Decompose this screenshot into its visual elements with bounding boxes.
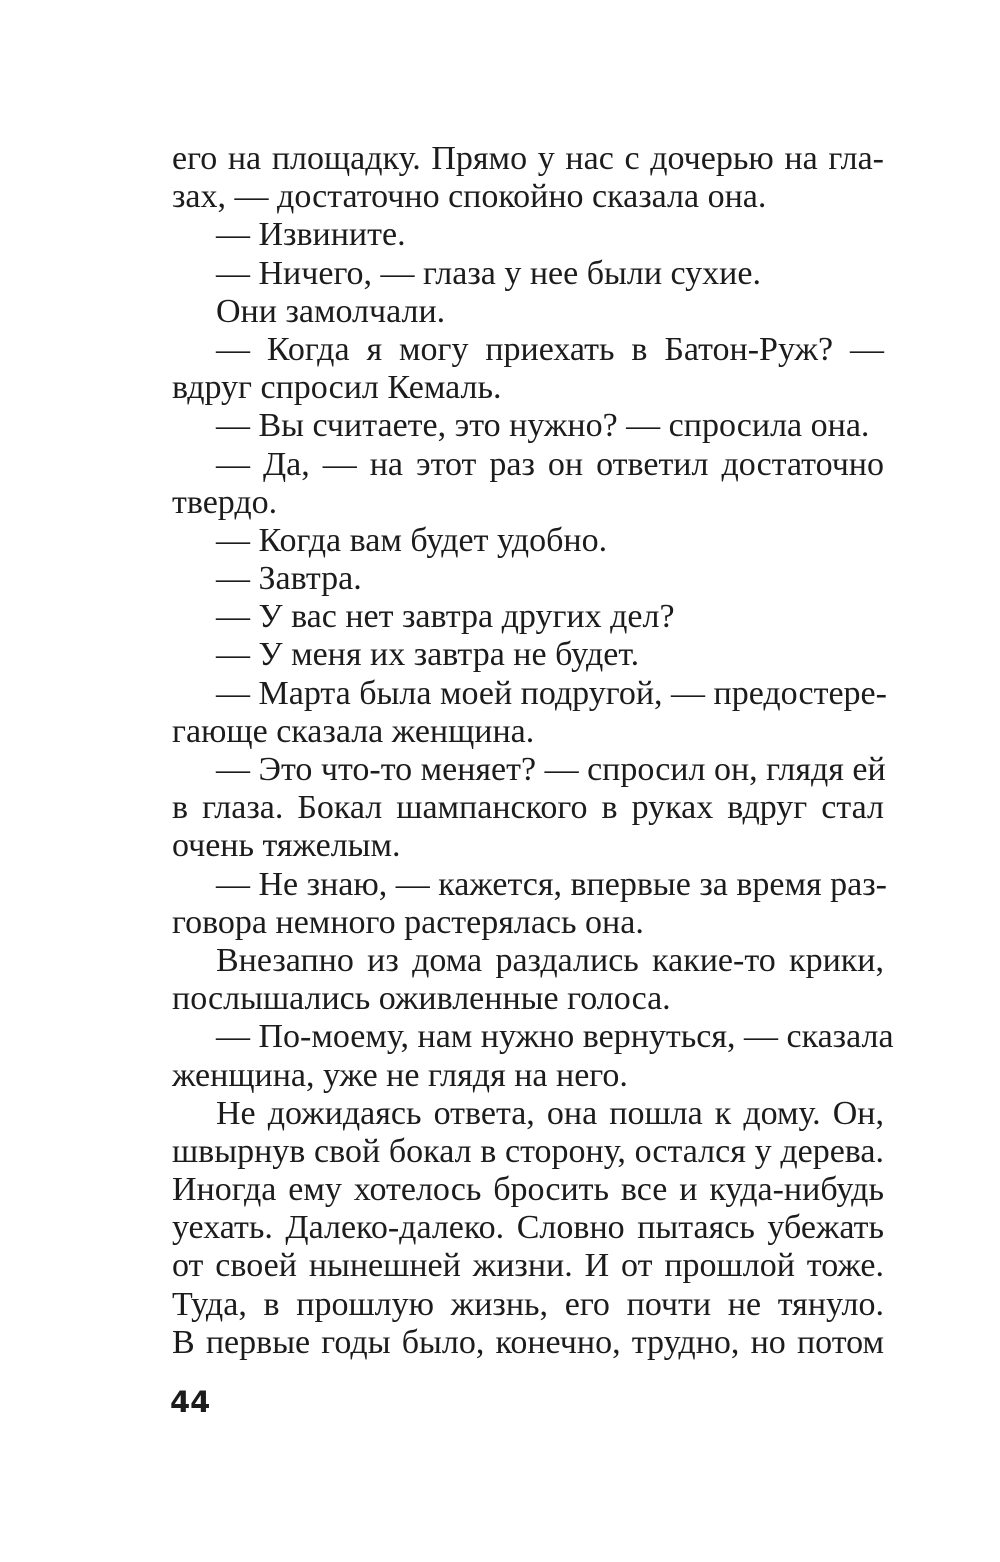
text-line: Туда, в прошлую жизнь, его почти не тянуло. bbox=[172, 1285, 884, 1323]
text-line: — Да, — на этот раз он ответил достаточно bbox=[216, 445, 884, 483]
text-line: — Когда вам будет удобно. bbox=[216, 521, 608, 559]
text-line: уехать. Далеко-далеко. Словно пытаясь убежать bbox=[172, 1209, 884, 1247]
text-line: послышались оживленные голоса. bbox=[172, 980, 671, 1018]
text-line: в глаза. Бокал шампанского в руках вдруг стал bbox=[172, 789, 884, 827]
text-line: от своей нынешней жизни. И от прошлой тоже. bbox=[172, 1247, 884, 1285]
page-number: 44 bbox=[170, 1385, 211, 1419]
text-line: — Не знаю, — кажется, впервые за время раз- bbox=[216, 865, 887, 903]
text-line: — Ничего, — глаза у нее были сухие. bbox=[216, 254, 761, 292]
text-line: Не дожидаясь ответа, она пошла к дому. Он, bbox=[216, 1094, 884, 1132]
text-line: Они замолчали. bbox=[216, 292, 446, 330]
text-line: Внезапно из дома раздались какие-то крики, bbox=[216, 941, 884, 979]
body-text bbox=[172, 140, 894, 1362]
text-line: швырнув свой бокал в сторону, остался у дерева. bbox=[172, 1132, 884, 1170]
text-line: — Извините. bbox=[216, 216, 406, 254]
text-line: говора немного растерялась она. bbox=[172, 903, 644, 941]
text-line: — По-моему, нам нужно вернуться, — сказала bbox=[216, 1018, 894, 1056]
text-line: очень тяжелым. bbox=[172, 827, 401, 865]
text-line: его на площадку. Прямо у нас с дочерью на гла- bbox=[172, 140, 884, 177]
text-line: Иногда ему хотелось бросить все и куда-нибудь bbox=[172, 1171, 884, 1209]
text-line: — Когда я могу приехать в Батон-Руж? — bbox=[216, 330, 884, 368]
text-line: вдруг спросил Кемаль. bbox=[172, 369, 502, 407]
text-line: гающе сказала женщина. bbox=[172, 712, 535, 750]
text-line: зах, — достаточно спокойно сказала она. bbox=[172, 178, 767, 216]
text-line: В первые годы было, конечно, трудно, но потом bbox=[172, 1323, 884, 1361]
text-line: — Марта была моей подругой, — предостере- bbox=[216, 674, 887, 712]
text-line: твердо. bbox=[172, 483, 278, 521]
text-line: — Это что-то меняет? — спросил он, глядя ей bbox=[216, 751, 886, 788]
text-line: женщина, уже не глядя на него. bbox=[172, 1056, 628, 1094]
text-line: — Вы считаете, это нужно? — спросила она. bbox=[216, 407, 870, 445]
text-line: — У вас нет завтра других дел? bbox=[216, 598, 675, 636]
text-line: — У меня их завтра не будет. bbox=[216, 636, 640, 674]
text-line: — Завтра. bbox=[216, 560, 362, 598]
